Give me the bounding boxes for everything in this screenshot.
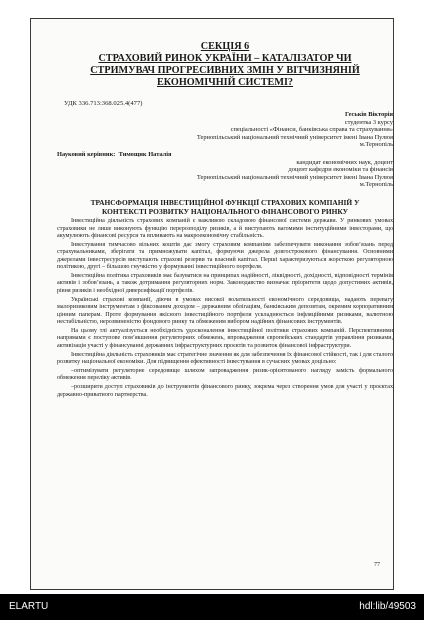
- advisor-header-row: [57, 151, 393, 159]
- author-name: Геськів Вікторія: [345, 111, 393, 118]
- page-content: [57, 41, 393, 400]
- article-title: [57, 199, 393, 216]
- article-body: [57, 218, 393, 399]
- body-paragraph: На цьому тлі актуалізується необхідність удосконалення інвестиційної політики страхових компаній. Перспективними напрямами є поступове пом’якшення регуляторних обмежень, впровадження європейських стандартів управління ризиками, активізація участі у фінансуванні державних інфраструктурних проєктів та розвиток фінансової інфраструктури.: [57, 327, 393, 349]
- advisor-city: м.Тернопіль: [359, 181, 393, 189]
- advisor-details: [57, 159, 393, 189]
- body-paragraph: Українські страхові компанії, діючи в умовах високої волатильності економічного середовища, надають перевагу малоризиковим інструментам з фіксованим доходом – державним облігаціям, банківським депозитам, окремим корпоративним цінним паперам. Проте формування якісного інвестиційного портфеля ускладнюється інфляційними ризиками, валютною нестабільністю, нерозвиненістю фондового ринку та обмеженим вибором надійних фінансових інструментів.: [57, 296, 393, 325]
- advisor-university: Тернопільський національний технічний університет імені Івана Пулюя: [196, 173, 393, 181]
- page-number: 77: [374, 562, 380, 568]
- author-university: Тернопільський національний технічний університет імені Івана Пулюя: [196, 133, 393, 141]
- footer-bar: [0, 594, 424, 620]
- article-title-line: КОНТЕКСТІ РОЗВИТКУ НАЦІОНАЛЬНОГО ФІНАНСОВОГО РИНКУ: [101, 206, 349, 216]
- body-paragraph: Інвестиційна діяльність страховиків має стратегічне значення як для забезпечення їх фінансової стійкості, так і для сталого розвитку національної економіки. Для підвищення ефективності інвестування в сучасних умовах доцільно:: [57, 351, 393, 365]
- advisor-label: Науковий керівник:: [57, 150, 116, 158]
- author-status: студентка 3 курсу: [344, 118, 393, 126]
- author-specialty: спеціальності «Фінанси, банківська справа та страхування»: [230, 126, 393, 134]
- section-heading-line: СТРАХОВИЙ РИНОК УКРАЇНИ – КАТАЛІЗАТОР ЧИ: [98, 53, 352, 64]
- section-heading: [57, 41, 393, 89]
- footer-repository-name: ELARTU: [9, 601, 49, 612]
- section-heading-line: СТРИМУВАЧ ПРОГРЕСИВНИХ ЗМІН У ВІТЧИЗНЯНІЙ: [90, 65, 360, 76]
- body-list-item: –оптимізувати регуляторне середовище шляхом запровадження ризик-орієнтованого нагляду замість формального обмеження переліку активів.: [57, 367, 393, 382]
- body-paragraph: Інвестування тимчасово вільних коштів дає змогу страховим компаніям забезпечувати виконання зобов’язань перед страхувальниками, зберігати та примножувати капітал, формуючи джерела довгострокового фінансування. Основними джерелами інвестресурсів виступають страхові резерви та власний капітал. Перші характеризуються жорсткою регуляторною політикою, другі – більшою гнучкістю у формуванні інвестиційного портфеля.: [57, 241, 393, 271]
- body-paragraph: Інвестиційна політика страховиків має базуватися на принципах надійності, ліквідності, дохідності, відповідності термінів активів і зобов’язань, а також дотримання регуляторних норм. Законодавство визначає пріоритети щодо допустимих активів, рівня ризиків і необхідної диверсифікації портфелів.: [57, 272, 393, 294]
- advisor-degree: кандидат економічних наук, доцент: [296, 158, 393, 166]
- body-list-item: –розширити доступ страховиків до інструментів фінансового ринку, зокрема через створення умов для участі у проєктах державно-приватного партнерства.: [57, 384, 393, 398]
- advisor-block: [57, 151, 393, 189]
- advisor-name: Тимощик Наталія: [118, 150, 172, 158]
- article-title-line: ТРАНСФОРМАЦІЯ ІНВЕСТИЦІЙНОЇ ФУНКЦІЇ СТРАХОВИХ КОМПАНІЙ У: [90, 197, 360, 207]
- section-heading-line: СЕКЦІЯ 6: [200, 41, 250, 52]
- author-city: м.Тернопіль: [359, 141, 393, 149]
- author-block: [57, 111, 393, 149]
- body-paragraph: Інвестиційна діяльність страхових компаній є важливою складовою фінансової системи держави. У ринкових умовах страховики не лише виконують функцію перерозподілу ризиків, а й виступають вагомими інституційними інвесторами, що акумулюють фінансові ресурси та впливають на макроекономічну стабільність.: [57, 218, 393, 239]
- footer-handle: hdl:lib/49503: [359, 601, 416, 612]
- advisor-position: доцент кафедри економіки та фінансів: [288, 166, 393, 174]
- section-heading-line: ЕКОНОМІЧНІЙ СИСТЕМІ?: [156, 77, 294, 88]
- udc-code: УДК 336.713:368.025.4(477): [64, 100, 143, 107]
- document-page: [30, 18, 394, 590]
